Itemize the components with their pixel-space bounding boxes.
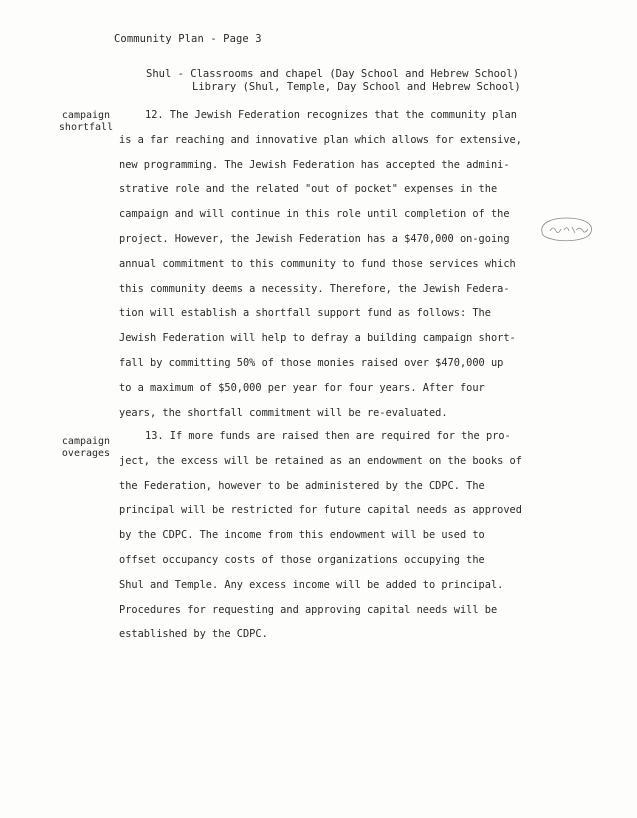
paragraph-line: ject, the excess will be retained as an endowment on the books of [119, 454, 522, 467]
page-header: Community Plan - Page 3 [114, 33, 262, 45]
paragraph-line: Shul and Temple. Any excess income will be added to principal. [119, 578, 504, 591]
paragraph-line: Procedures for requesting and approving capital needs will be [119, 603, 498, 616]
paragraph-13 [119, 424, 539, 647]
paragraph-line: 12. The Jewish Federation recognizes that the community plan [145, 109, 517, 121]
paragraph-line: project. However, the Jewish Federation has a $470,000 on-going [119, 232, 510, 245]
paragraph-line: Jewish Federation will help to defray a building campaign short- [119, 332, 516, 345]
paragraph-line: is a far reaching and innovative plan which allows for extensive, [119, 133, 522, 146]
paragraph-line: to a maximum of $50,000 per year for four years. After four [119, 381, 485, 394]
paragraph-line: established by the CDPC. [119, 628, 268, 641]
paragraph-line: offset occupancy costs of those organizations occupying the [119, 553, 485, 566]
paragraph-12 [119, 103, 539, 425]
paragraph-line: by the CDPC. The income from this endowment will be used to [119, 529, 485, 542]
paragraph-line: principal will be restricted for future capital needs as approved [119, 504, 522, 517]
paragraph-line: 13. If more funds are raised then are required for the pro- [145, 430, 511, 442]
paragraph-line: tion will establish a shortfall support fund as follows: The [119, 307, 491, 320]
shul-line-1: Shul - Classrooms and chapel (Day School and Hebrew School) [146, 68, 519, 80]
margin-note-campaign-overages: campaign overages [61, 436, 111, 459]
shul-facilities-list [146, 68, 521, 94]
paragraph-line: annual commitment to this community to fund those services which [119, 257, 516, 270]
paragraph-line: this community deems a necessity. Therefore, the Jewish Federa- [119, 282, 510, 295]
paragraph-line: new programming. The Jewish Federation has accepted the admini- [119, 158, 510, 171]
paragraph-line: fall by committing 50% of those monies raised over $470,000 up [119, 356, 504, 369]
handwritten-margin-note-icon [536, 214, 596, 244]
paragraph-line: the Federation, however to be administered by the CDPC. The [119, 479, 485, 492]
margin-note-campaign-shortfall: campaign shortfall [58, 110, 114, 133]
paragraph-line: years, the shortfall commitment will be re-evaluated. [119, 406, 448, 419]
paragraph-line: campaign and will continue in this role until completion of the [119, 208, 510, 221]
paragraph-line: strative role and the related "out of pocket" expenses in the [119, 183, 498, 196]
shul-line-2: Library (Shul, Temple, Day School and Hebrew School) [192, 81, 521, 93]
